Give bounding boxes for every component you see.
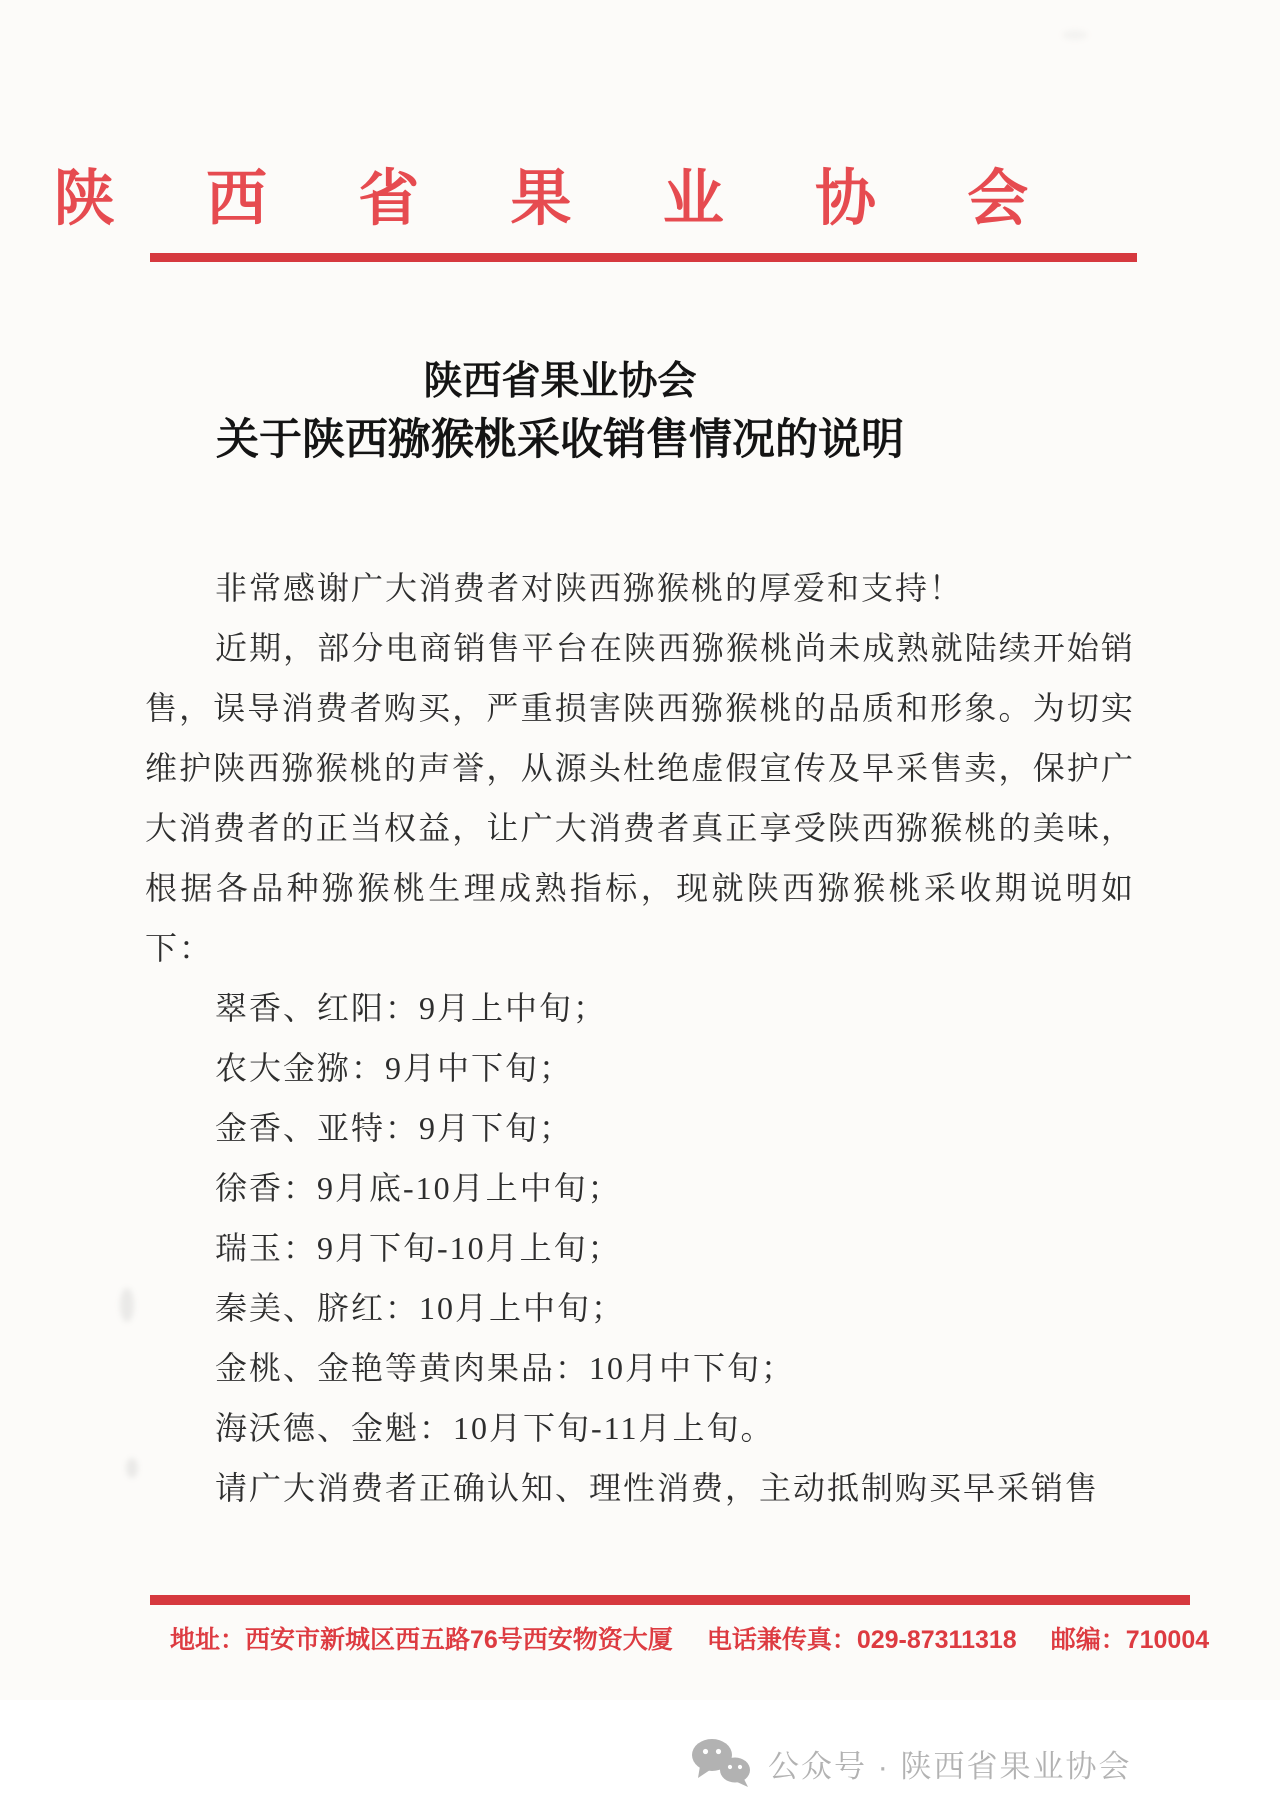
document-title: [0, 354, 1120, 472]
schedule-item: 翠香、红阳：9月上中旬；: [215, 990, 608, 1026]
footer-address: 地址：西安市新城区西五路76号西安物资大厦: [170, 1626, 673, 1654]
scan-smudge: [1062, 30, 1088, 40]
scan-smudge: [120, 1288, 134, 1322]
doc-title-line2: 关于陕西猕猴桃采收销售情况的说明: [216, 417, 904, 464]
schedule-item: 瑞玉：9月下旬-10月上旬；: [215, 1230, 622, 1266]
paragraph-background: 近期，部分电商销售平台在陕西猕猴桃尚未成熟就陆续开始销售，误导消费者购买，严重损害陕西猕猴桃的品质和形象。为切实维护陕西猕猴桃的声誉，从源头杜绝虚假宣传及早采售卖，保护广大消费者的正当权益，让广大消费者真正享受陕西猕猴桃的美味，根据各品种猕猴桃生理成熟指标，现就陕西猕猴桃采收期说明如下：: [145, 630, 1135, 966]
letterhead-org-name: 陕 西 省 果 业 协 会: [53, 166, 1067, 233]
wechat-icon: [690, 1738, 752, 1788]
watermark-text: 公众号 · 陕西省果业协会: [768, 1748, 1132, 1784]
schedule-item: 农大金猕：9月中下旬；: [215, 1050, 574, 1086]
schedule-item: 金桃、金艳等黄肉果品：10月中下旬；: [215, 1350, 796, 1386]
paragraph-advice: 请广大消费者正确认知、理性消费，主动抵制购买早采销售: [215, 1470, 1100, 1506]
footer-contact-line: [170, 1620, 1210, 1656]
harvest-schedule-list: [145, 978, 1135, 1458]
doc-title-line1: 陕西省果业协会: [423, 360, 697, 403]
paragraph-thanks: 非常感谢广大消费者对陕西猕猴桃的厚爱和支持！: [215, 570, 964, 606]
scan-smudge: [126, 1458, 138, 1478]
document-body: [145, 558, 1135, 1518]
wechat-account-watermark: [690, 1738, 1132, 1788]
footer-phone: 电话兼传真：029-87311318: [706, 1626, 1017, 1654]
schedule-item: 秦美、脐红：10月上中旬；: [215, 1290, 626, 1326]
schedule-item: 海沃德、金魁：10月下旬-11月上旬。: [215, 1410, 775, 1446]
footer-postcode: 邮编：710004: [1050, 1626, 1210, 1654]
schedule-item: 徐香：9月底-10月上中旬；: [215, 1170, 622, 1206]
letterhead-divider: [150, 253, 1137, 262]
footer-divider: [150, 1595, 1190, 1605]
schedule-item: 金香、亚特：9月下旬；: [215, 1110, 574, 1146]
